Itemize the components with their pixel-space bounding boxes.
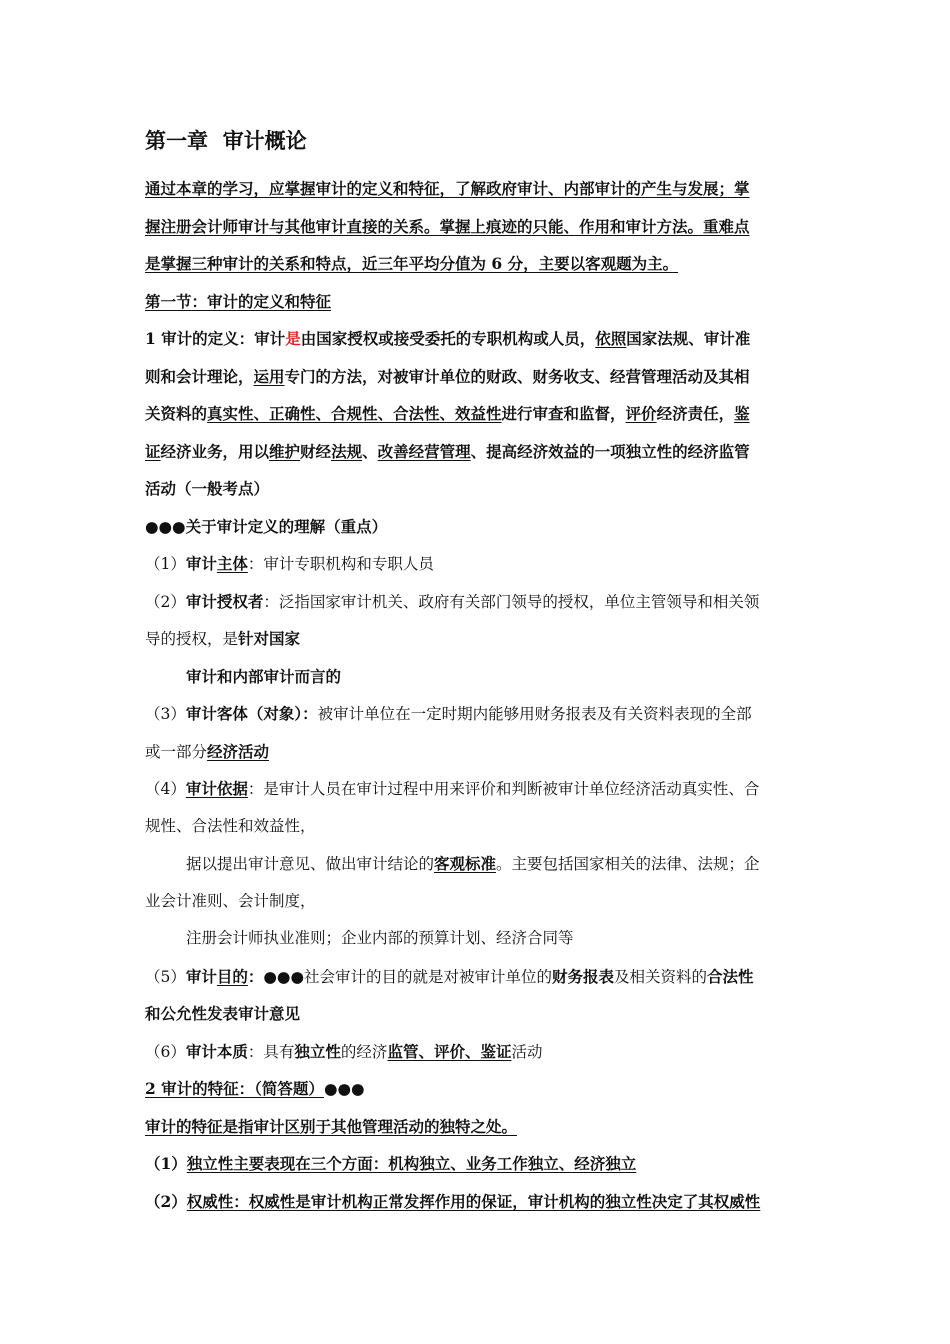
point-4-line-4: 业会计准则、会计制度， [145, 891, 316, 910]
point-text: 活动 [511, 1042, 543, 1061]
point-6 [145, 1033, 807, 1071]
definition-term-gaishan: 改善经营管理 [377, 441, 471, 461]
point-2-line-3: 审计和内部审计而言的 [186, 666, 342, 686]
point-text: 的经济 [340, 1042, 388, 1061]
point-5-line-2: 和公允性发表审计意见 [145, 1004, 301, 1023]
point-text: 。主要包括国家相关的法律、法规；企 [496, 855, 760, 873]
point-text: ：具有 [247, 1042, 295, 1061]
features-heading-text: 2 审计的特征：（简答题） [145, 1079, 324, 1098]
definition-text: 关资料的 [145, 404, 208, 423]
point-term-underlined: 客观标准 [434, 854, 497, 873]
point-number: （2） [145, 1191, 187, 1211]
definition-term-weihu: 维护 [269, 441, 301, 461]
point-term: 审计本质 [185, 1041, 248, 1061]
definition-text: 经济业务，用以 [160, 441, 270, 461]
definition-text: 财经 [300, 441, 332, 461]
point-text: 社会审计的目的就是对被审计单位的 [303, 967, 552, 986]
intro-line-2: 握注册会计师审计与其他审计直接的关系。掌握上痕迹的只能、作用和审计方法。重难点 [145, 216, 750, 236]
definition-term-properties: 真实性、正确性、合规性、合法性、效益性 [207, 404, 502, 423]
understanding-heading: ●●●关于审计定义的理解（重点） [145, 516, 388, 536]
point-1 [145, 545, 807, 583]
point-text: ：是审计人员在审计过程中用来评价和判断被审计单位经济活动真实性、合 [247, 780, 760, 798]
point-term-underlined: 监管、评价、鉴证 [387, 1041, 512, 1061]
point-number: （1） [145, 1154, 187, 1173]
point-term: ：●●● [247, 966, 304, 986]
point-4-line-5: 注册会计师执业准则；企业内部的预算计划、经济合同等 [186, 929, 574, 947]
definition-text: 国家法规、审计准 [626, 329, 751, 348]
definition-text: 由国家授权或接受委托的专职机构或人员， [300, 329, 596, 348]
definition-term-zheng: 证 [145, 441, 161, 461]
point-2-line-2 [145, 620, 807, 658]
feature-2 [145, 1183, 807, 1221]
point-4-line-3 [145, 845, 807, 883]
point-term-underlined: 审计依据 [185, 779, 248, 798]
point-term: 审计 [185, 966, 217, 986]
point-term: 审计授权者 [185, 591, 264, 611]
definition-line-5: 活动（一般考点） [145, 479, 270, 498]
point-term-underlined: 经济活动 [207, 741, 270, 761]
point-2-line-1 [145, 583, 807, 621]
point-text: 被审计单位在一定时期内能够用财务报表及有关资料表现的全部 [317, 705, 752, 723]
definition-label: 1 审计的定义：审计 [145, 329, 286, 348]
definition-line-4 [145, 433, 807, 471]
point-number: （3） [145, 705, 186, 723]
point-number: （5） [145, 967, 186, 986]
definition-term-fagui: 法规 [331, 441, 363, 461]
point-term-underlined: 主体 [216, 554, 248, 573]
definition-text: 进行审查和监督， [501, 404, 626, 423]
feature-1 [145, 1145, 807, 1183]
definition-term-pingjia: 评价 [625, 404, 657, 423]
point-term: 独立性 [294, 1041, 341, 1061]
definition-text: 、 [362, 441, 378, 461]
features-heading [145, 1070, 807, 1108]
point-term: 审计 [185, 554, 217, 573]
intro-line-3: 是掌握三种审计的关系和特点，近三年平均分值为 6 分，主要以客观题为主。 [145, 254, 679, 273]
point-number: （2） [145, 592, 186, 611]
point-text: 或一部分 [145, 742, 208, 761]
point-4-line-2: 规性、合法性和效益性， [145, 816, 316, 835]
definition-shi-highlight: 是 [285, 329, 301, 348]
point-3-line-1 [145, 695, 807, 733]
point-term: 审计客体（对象）： [185, 704, 318, 723]
section-heading: 第一节：审计的定义和特征 [145, 291, 332, 311]
point-text: ：审计专职机构和专职人员 [247, 555, 434, 573]
feature-text: 独立性主要表现在三个方面：机构独立、业务工作独立、经济独立 [186, 1154, 637, 1173]
point-number: （1） [145, 555, 186, 573]
point-term: 合法性 [707, 966, 754, 986]
definition-term-yunyong: 运用 [253, 366, 285, 386]
importance-dots: ●●● [323, 1079, 365, 1098]
point-3-line-2 [145, 733, 807, 771]
features-intro: 审计的特征是指审计区别于其他管理活动的独特之处。 [145, 1116, 518, 1136]
point-text: 及相关资料的 [614, 967, 708, 986]
definition-text: 经济责任， [656, 404, 735, 423]
point-text: 导的授权，是 [145, 630, 239, 648]
definition-line-1 [145, 320, 807, 358]
definition-line-2 [145, 358, 807, 396]
point-term-underlined: 目的 [216, 966, 248, 986]
definition-term-jian: 鉴 [734, 404, 750, 423]
point-number: （4） [145, 780, 186, 798]
point-number: （6） [145, 1042, 186, 1061]
definition-text: 则和会计理论， [145, 366, 254, 386]
point-text: ：泛指国家审计机关、政府有关部门领导的授权，单位主管领导和相关领 [263, 592, 760, 611]
definition-text: 专门的方法，对被审计单位的财政、财务收支、经营管理活动及其相 [284, 366, 750, 386]
point-term: 财务报表 [552, 966, 615, 986]
point-text: 据以提出审计意见、做出审计结论的 [186, 855, 435, 873]
point-4-line-1 [145, 770, 807, 808]
definition-text: 、提高经济效益的一项独立性的经济监管 [470, 441, 750, 461]
intro-line-1: 通过本章的学习，应掌握审计的定义和特征，了解政府审计、内部审计的产生与发展；掌 [145, 179, 750, 198]
point-5-line-1 [145, 958, 807, 996]
chapter-title: 第一章 审计概论 [145, 129, 307, 153]
point-term: 针对国家 [238, 629, 301, 648]
definition-line-3 [145, 395, 807, 433]
feature-text: 权威性：权威性是审计机构正常发挥作用的保证，审计机构的独立性决定了其权威性 [186, 1191, 761, 1211]
definition-term-yizhao: 依照 [595, 329, 627, 348]
